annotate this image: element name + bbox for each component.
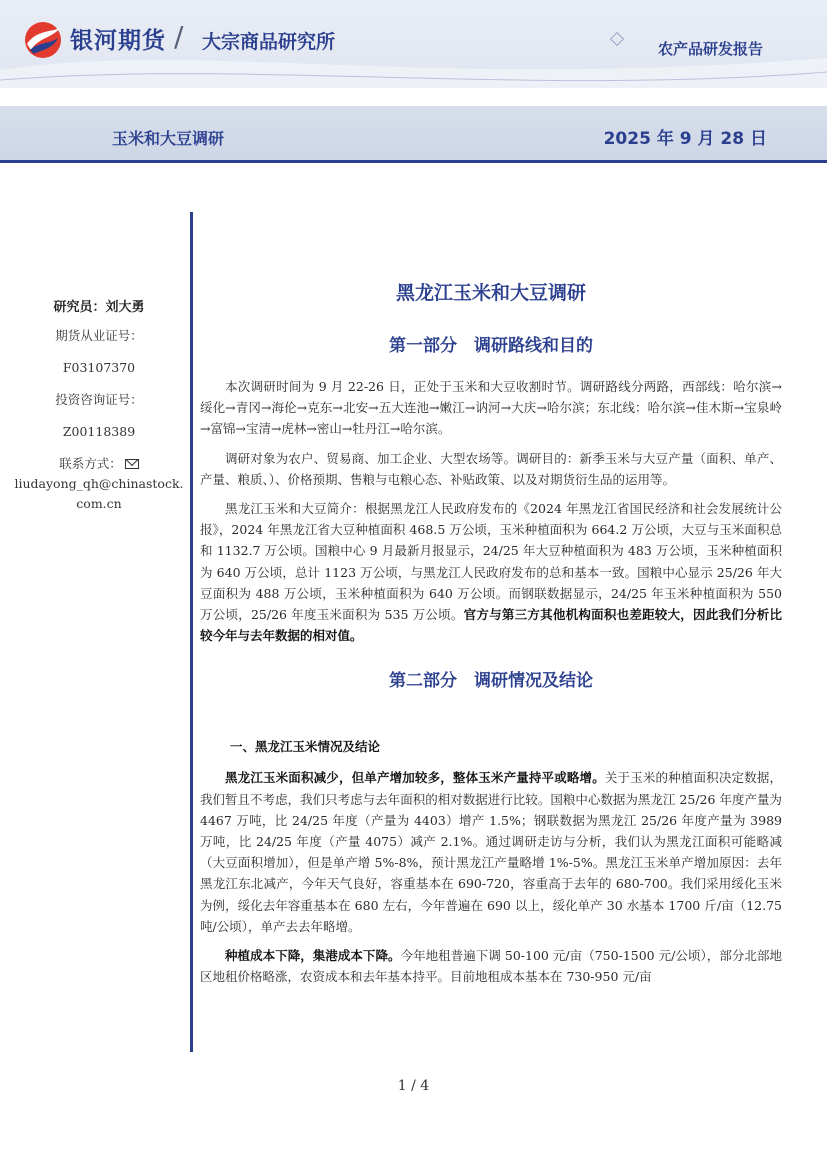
corn-yield-lead: 黑龙江玉米面积减少，但单产增加较多，整体玉米产量持平或略增。 — [225, 770, 605, 786]
advisory-cert-number: Z00118389 — [62, 424, 136, 439]
report-topic: 玉米和大豆调研 — [112, 129, 225, 148]
costs-text: 今年地租普遍下调 50-100 元/亩（750-1500 元/公顷），部分北部地区地租价格略涨，农资成本和去年基本持平。目前地租成本基本在 730-950 元/亩 — [200, 948, 782, 985]
part-two-title: 第二部分 调研情况及结论 — [389, 671, 593, 692]
costs-lead: 种植成本下降，集港成本下降。 — [225, 948, 401, 964]
page-number: 1 / 4 — [397, 1078, 430, 1094]
paragraph-costs — [200, 945, 782, 987]
contact-label: 联系方式： — [59, 456, 122, 471]
futures-cert-number: F03107370 — [62, 360, 136, 375]
corn-yield-text: 关于玉米的种植面积决定数据，我们暂且不考虑，我们只考虑与去年面积的相对数据进行比较。国粮中心数据为黑龙江 25/26 年度产量为 4467 万吨，比 24/25 年度（产量为 4403）增产 1.5%；钢联数据为黑龙江 25/26 年度产量为 3989 万吨，比 24/25 年度（产量 4075）减产 2.1%。通过调研走访与分析，我们认为黑龙江面积可能略减（大豆面积增加），但是单产增 5%-8%，预计黑龙江产量略增 1%-5%。黑龙江玉米单产增加原因：去年黑龙江东北减产，今年天气良好，容重基本在 690-720，容重高于去年的 680-700。我们采用绥化玉米为例，绥化去年容重基本在 680 左右，今年普遍在 690 以上，绥化单产 30 水基本 1700 斤/亩（12.75 吨/公顷），单产去去年略增。 — [200, 770, 782, 934]
paragraph-overview — [200, 498, 782, 646]
futures-cert-label: 期货从业证号： — [55, 328, 143, 343]
analyst-sidebar — [14, 296, 184, 525]
report-body — [200, 270, 782, 987]
title-band — [0, 106, 827, 163]
advisory-cert-label: 投资咨询证号： — [55, 392, 143, 407]
analyst-name: 研究员：刘大勇 — [53, 300, 145, 315]
paragraph-route: 本次调研时间为 9 月 22-26 日，正处于玉米和大豆收割时节。调研路线分两路，西部线：哈尔滨→绥化→青冈→海伦→克东→北安→五大连池→嫩江→讷河→大庆→哈尔滨；东北线：哈尔滨→佳木斯→宝泉岭→富锦→宝清→虎林→密山→牡丹江→哈尔滨。 — [200, 379, 782, 437]
paragraph-objectives: 调研对象为农户、贸易商、加工企业、大型农场等。调研目的：新季玉米与大豆产量（面积、单产、产量、粮质、）、价格预期、售粮与屯粮心态、补贴政策、以及对期货衍生品的运用等。 — [200, 450, 782, 487]
report-date: 2025 年 9 月 28 日 — [603, 129, 767, 149]
institute-name: 大宗商品研究所 — [202, 31, 336, 53]
mail-icon — [125, 459, 139, 469]
section-corn-heading: 一、黑龙江玉米情况及结论 — [230, 739, 381, 755]
document-title: 黑龙江玉米和大豆调研 — [395, 282, 586, 304]
paragraph-corn-yield — [200, 767, 782, 937]
brand-name: 银河期货 — [70, 28, 166, 54]
contact-row — [14, 453, 184, 474]
contact-email[interactable]: liudayong_qh@chinastock.com.cn — [14, 476, 184, 511]
brand-separator: / — [174, 20, 184, 53]
overview-bold-conclusion: 官方与第三方其他机构面积也差距较大，因此我们分析比较今年与去年数据的相对值。 — [200, 607, 782, 644]
galaxy-futures-logo-icon — [22, 20, 64, 60]
report-header — [0, 0, 827, 88]
sidebar-divider — [190, 212, 193, 1052]
overview-text: 黑龙江玉米和大豆简介：根据黑龙江人民政府发布的《2024 年黑龙江省国民经济和社会发展统计公报》，2024 年黑龙江省大豆种植面积 468.5 万公顷，玉米种植面积为 664.2 万公顷，大豆与玉米面积总和 1132.7 万公顷。国粮中心 9 月最新月报显示，24/25 年大豆种植面积为 483 万公顷，玉米种植面积为 640 万公顷，总计 1123 万公顷，与黑龙江人民政府发布的总和基本一致。国粮中心显示 25/26 年大豆面积为 488 万公顷，玉米种植面积为 640 万公顷。而钢联数据显示，24/25 年玉米种植面积为 550 万公顷，25/26 年度玉米面积为 535 万公顷。 — [200, 501, 782, 623]
report-type: 农产品研发报告 — [657, 40, 763, 58]
part-one-title: 第一部分 调研路线和目的 — [389, 336, 593, 356]
